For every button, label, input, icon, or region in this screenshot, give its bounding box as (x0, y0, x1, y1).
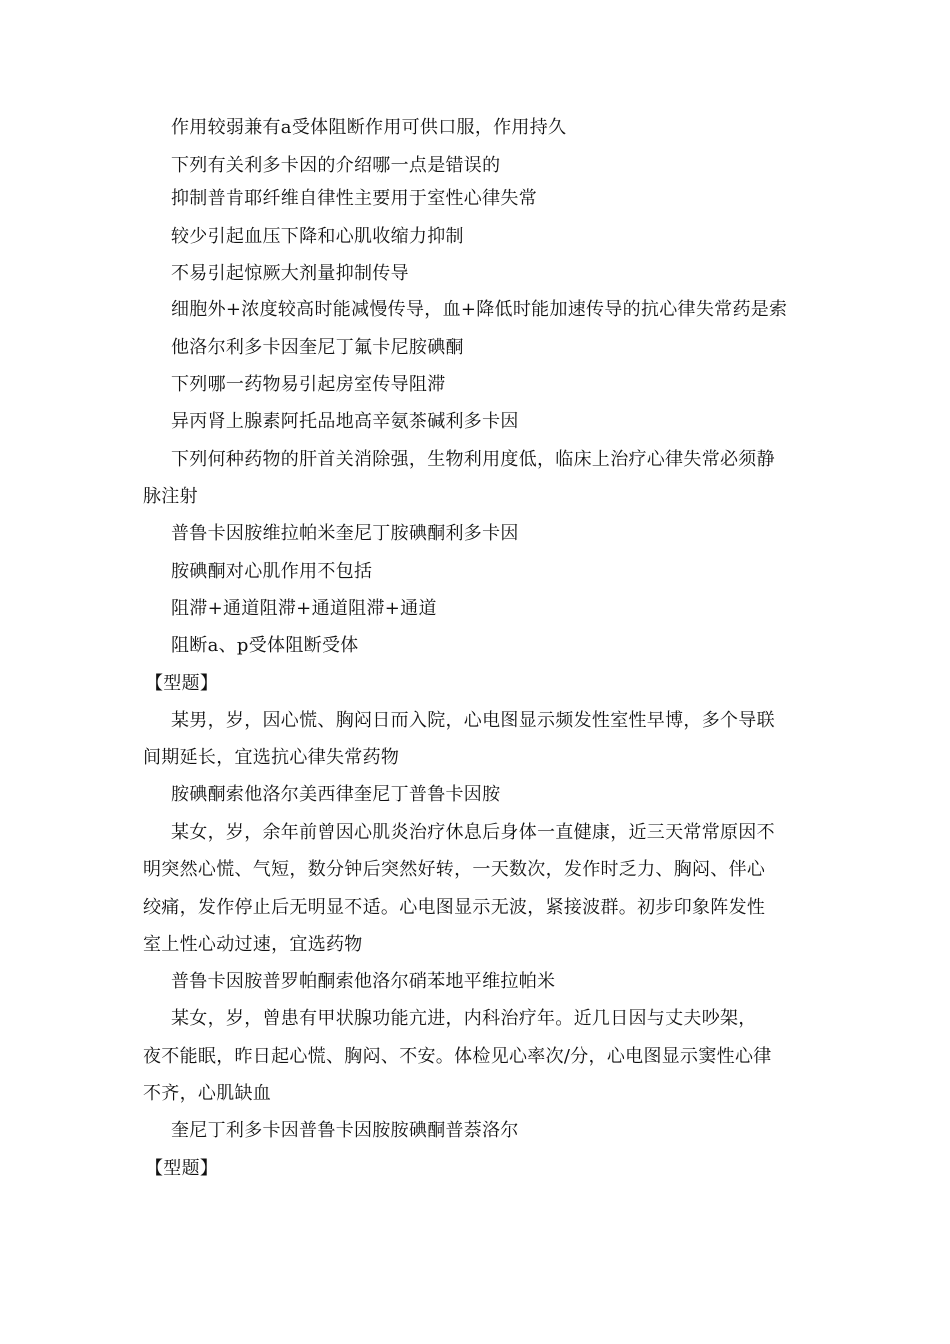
question-line: 某女，岁，余年前曾因心肌炎治疗休息后身体一直健康，近三天常常原因不 (171, 822, 775, 843)
question-line: 下列哪一药物易引起房室传导阻滞 (171, 374, 446, 395)
question-line: 某女，岁，曾患有甲状腺功能亢进，内科治疗年。近几日因与丈夫吵架， (171, 1008, 757, 1029)
question-line-continued: 明突然心慌、气短，数分钟后突然好转，一天数次，发作时乏力、胸闷、伴心 (143, 859, 766, 880)
question-line: 下列何种药物的肝首关消除强，生物利用度低，临床上治疗心律失常必须静 (171, 449, 775, 470)
question-line-continued: 脉注射 (143, 486, 198, 507)
section-heading: 【型题】 (145, 673, 219, 694)
question-line: 下列有关利多卡因的介绍哪一点是错误的 (171, 155, 501, 176)
option-line: 较少引起血压下降和心肌收缩力抑制 (171, 226, 464, 247)
question-line-continued: 间期延长，宜选抗心律失常药物 (143, 747, 400, 768)
option-line: 不易引起惊厥大剂量抑制传导 (171, 263, 409, 284)
option-line: 阻滞+通道阻滞+通道阻滞+通道 (171, 598, 437, 619)
option-line: 他洛尔利多卡因奎尼丁氟卡尼胺碘酮 (171, 337, 464, 358)
question-line-continued: 室上性心动过速，宜选药物 (143, 934, 363, 955)
option-line: 普鲁卡因胺维拉帕米奎尼丁胺碘酮利多卡因 (171, 523, 519, 544)
text-line: 作用较弱兼有a受体阻断作用可供口服，作用持久 (171, 117, 567, 138)
question-line-continued: 夜不能眠，昨日起心慌、胸闷、不安。体检见心率次/分，心电图显示窦性心律 (143, 1046, 772, 1067)
question-line-continued: 绞痛，发作停止后无明显不适。心电图显示无波，紧接波群。初步印象阵发性 (143, 897, 766, 918)
question-line: 某男，岁，因心慌、胸闷日而入院，心电图显示频发性室性早博，多个导联 (171, 710, 775, 731)
option-line: 奎尼丁利多卡因普鲁卡因胺胺碘酮普萘洛尔 (171, 1120, 519, 1141)
question-line: 胺碘酮对心肌作用不包括 (171, 561, 373, 582)
question-line: 细胞外+浓度较高时能减慢传导，血+降低时能加速传导的抗心律失常药是索 (171, 299, 788, 320)
option-line: 阻断a、p受体阻断受体 (171, 635, 359, 656)
option-line: 抑制普肯耶纤维自律性主要用于室性心律失常 (171, 188, 537, 209)
option-line: 胺碘酮索他洛尔美西律奎尼丁普鲁卡因胺 (171, 784, 501, 805)
option-line: 普鲁卡因胺普罗帕酮索他洛尔硝苯地平维拉帕米 (171, 971, 556, 992)
option-line: 异丙肾上腺素阿托品地高辛氨茶碱利多卡因 (171, 411, 519, 432)
section-heading: 【型题】 (145, 1158, 219, 1179)
question-line-continued: 不齐，心肌缺血 (143, 1083, 272, 1104)
